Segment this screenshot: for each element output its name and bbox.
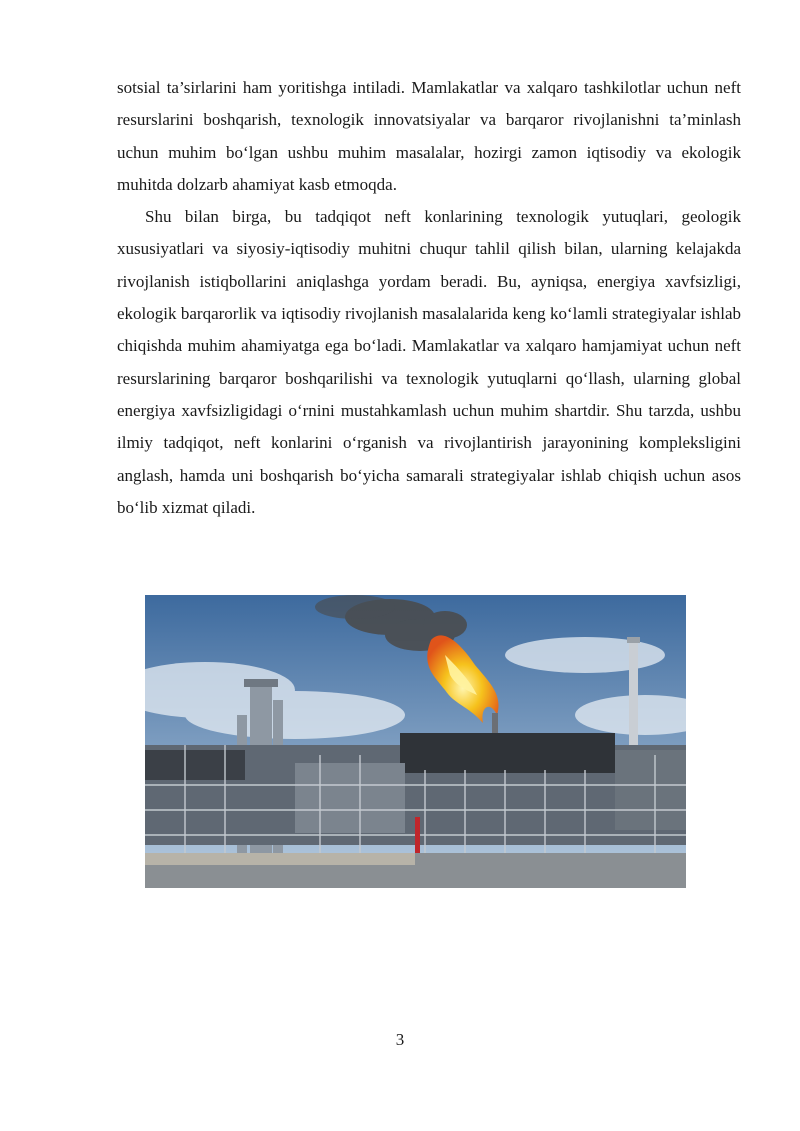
refinery-illustration [145, 595, 686, 888]
red-pipe [415, 817, 420, 857]
body-paragraph-1: sotsial ta’sirlarini ham yoritishga intiladi. Mamlakatlar va xalqaro tashkilotlar uchun neft resurslarini boshqarish, texnologik innovatsiyalar va barqaror rivojlanishni ta’minlash uchun muhim bo‘lgan ushbu muhim masalalar, hozirgi zamon iqtisodiy va ekologik muhitda dolzarb ahamiyat kasb etmoqda. [117, 78, 741, 194]
body-paragraph-2: Shu bilan birga, bu tadqiqot neft konlarining texnologik yutuqlari, geologik xususiyatlari va siyosiy-iqtisodiy muhitni chuqur tahlil qilish bilan, ularning kelajakda rivojlanish istiqbollarini aniqlashga yordam beradi. Bu, ayniqsa, energiya xavfsizligi, ekologik barqarorlik va iqtisodiy rivojlanish masalalarida keng ko‘lamli strategiyalar ishlab chiqishda muhim ahamiyatga ega bo‘ladi. Mamlakatlar va xalqaro hamjamiyat uchun neft resurslarining barqaror boshqarilishi va texnologik yutuqlarni qo‘llash, ularning global energiya xavfsizligidagi o‘rnini mustahkamlash uchun muhim shartdir. Shu tarzda, ushbu ilmiy tadqiqot, neft konlarini o‘rganish va rivojlantirish jarayonining kompleksligini anglash, hamda uni boshqarish bo‘yicha samarali strategiyalar ishlab chiqish uchun asos bo‘lib xizmat qiladi. [117, 207, 741, 517]
refinery-photo [145, 595, 686, 888]
page-number: 3 [395, 1030, 405, 1049]
document-body [117, 72, 741, 524]
